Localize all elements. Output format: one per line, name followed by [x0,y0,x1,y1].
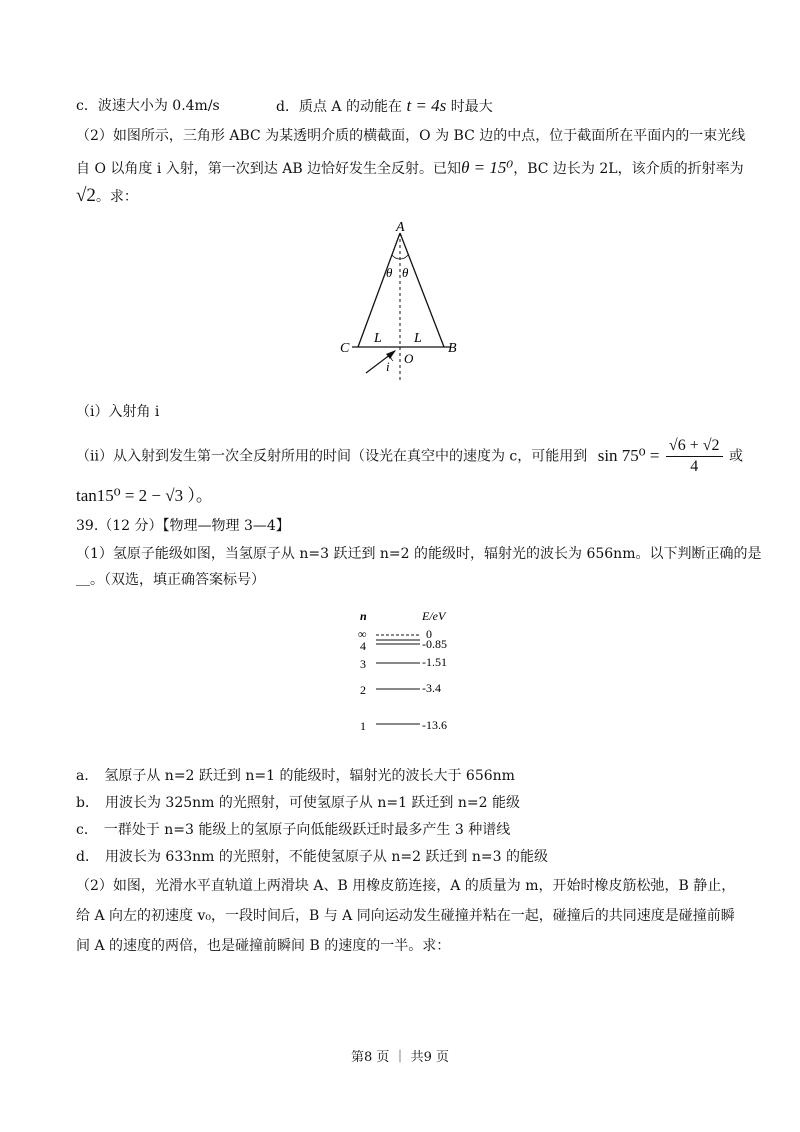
question-ii [76,436,743,477]
e-header: E/eV [422,609,446,623]
label-o: O [404,351,414,366]
level-4-e: -0.85 [422,637,447,651]
option-c [76,96,220,116]
problem39-part2-line1: （2）如图，光滑水平直轨道上两滑块 A、B 用橡皮筋连接，A 的质量为 m，开始时橡皮筋松弛，B 静止， [76,878,736,894]
energy-level-diagram [350,608,490,736]
fraction-denominator: 4 [690,458,699,475]
option-d-text-b: 时最大 [450,99,493,115]
option-d-time-expr: t = 4s [406,96,447,115]
option-c-text: 波速大小为 0.4m/s [97,98,220,114]
edge-ab [400,233,444,347]
option-d-text-a: 质点 A 的动能在 [298,99,402,115]
label-l-right: L [414,331,422,346]
theta-left: θ [386,265,393,280]
option-c-label: c． [76,98,98,114]
problem39-header: 39.（12 分）【物理—物理 3—4】 [76,518,290,534]
level-3-e: -1.51 [422,655,447,669]
sin-lhs: sin 75⁰ = [597,445,660,465]
part2-line2-a: 自 O 以角度 i 入射，第一次到达 AB 边恰好发生全反射。已知 [76,161,462,177]
or-text: 或 [728,448,743,465]
triangle-figure [330,215,470,385]
option-label: b． [76,795,99,811]
tan-line: tan15⁰ = 2 − √3 ）。 [76,486,213,505]
problem39-part2-line3: 间 A 的速度的两倍，也是碰撞前瞬间 B 的速度的一半。求： [76,938,451,954]
part2-line3-tail: 。求： [95,189,138,205]
option-text: 一群处于 n=3 能级上的氢原子向低能级跃迁时最多产生 3 种谱线 [103,822,511,838]
label-i: i [386,359,390,374]
level-4-n: 4 [360,639,366,653]
level-inf-n: ∞ [358,627,367,641]
level-1-e: -13.6 [422,718,447,732]
option-39-c [76,820,510,840]
refractive-index: √2 [76,185,96,206]
problem39-part1-b: ＿。（双选，填正确答案标号） [76,572,265,588]
problem39-part1-a: （1）氢原子能级如图，当氢原子从 n=3 跃迁到 n=2 的能级时，辐射光的波长为 656nm。以下判断正确的是 [76,546,762,562]
fraction-numerator: √6 + √2 [666,436,723,457]
label-a: A [396,220,405,235]
problem39-part2-line2: 给 A 向左的初速度 v₀，一段时间后，B 与 A 同向运动发生碰撞并粘在一起，碰撞后的共同速度是碰撞前瞬 [76,908,735,924]
part2-line1: （2）如图所示，三角形 ABC 为某透明介质的横截面，O 为 BC 边的中点，位于截面所在平面内的一束光线 [76,128,746,144]
theta-right: θ [402,265,409,280]
label-l-left: L [374,331,382,346]
option-text: 用波长为 633nm 的光照射，不能使氢原子从 n=2 跃迁到 n=3 的能级 [104,849,548,865]
part2-line2 [76,158,744,179]
question-ii-text: （ii）从入射到发生第一次全反射所用的时间（设光在真空中的速度为 c，可能用到 [76,448,588,465]
level-2-e: -3.4 [422,681,441,695]
theta-expr: θ = 15⁰ [461,158,514,177]
sin-fraction [666,436,723,477]
option-d [276,96,493,117]
option-text: 用波长为 325nm 的光照射，可使氢原子从 n=1 跃迁到 n=2 能级 [104,795,520,811]
page-footer: 第8 页 ｜ 共9 页 [350,1050,450,1065]
label-b: B [448,341,457,356]
level-1-n: 1 [360,719,366,733]
level-3-n: 3 [360,657,366,671]
edge-ac [358,233,400,347]
option-39-d [76,847,548,867]
level-2-n: 2 [360,683,366,697]
option-text: 氢原子从 n=2 跃迁到 n=1 的能级时，辐射光的波长大于 656nm [104,768,515,784]
question-i: （i）入射角 i [76,404,160,420]
option-39-b [76,793,520,813]
option-label: c． [76,822,98,838]
level-inf-e: 0 [426,627,432,641]
part2-line3 [76,186,138,207]
option-d-label: d． [276,99,299,115]
option-label: d． [76,849,99,865]
option-39-a [76,766,515,786]
label-c: C [340,341,350,356]
part2-line2-b: ，BC 边长为 2L，该介质的折射率为 [513,161,744,177]
option-label: a． [76,768,99,784]
n-header: n [360,609,367,623]
